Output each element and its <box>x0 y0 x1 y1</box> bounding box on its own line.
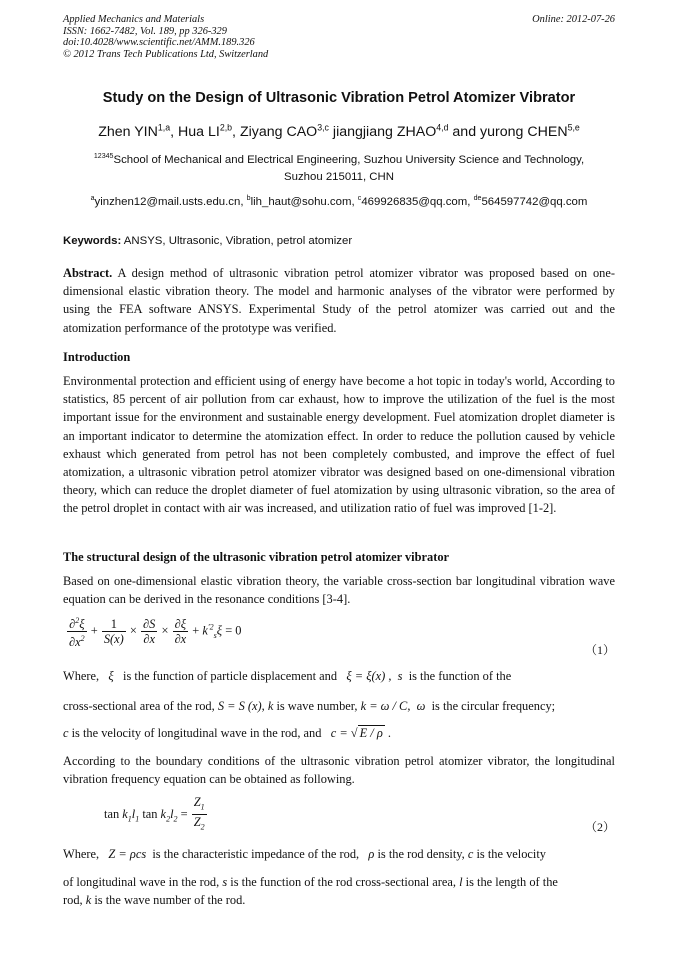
issn-line: ISSN: 1662-7482, Vol. 189, pp 326-329 <box>63 25 227 37</box>
author-name: yurong CHEN <box>480 124 568 140</box>
where-text: is the velocity of longitudinal wave in the rod, and <box>71 726 322 740</box>
section2-paragraph-1: Based on one-dimensional elastic vibration theory, the variable cross-section bar longitudinal vibration wave equation can be derived in the resonance conditions [3-4]. <box>63 574 615 607</box>
where-text: is the function of particle displacement and <box>123 669 338 683</box>
where-text: cross-sectional area of the rod, <box>63 699 215 713</box>
email-mark: de <box>473 195 482 203</box>
where-line-2: cross-sectional area of the rod, S = S (x), k is wave number, k = ω / C, ω is the circular frequency; <box>63 699 556 713</box>
email-mark: b <box>246 195 251 203</box>
paper-title: Study on the Design of Ultrasonic Vibration Petrol Atomizer Vibrator <box>102 90 576 106</box>
journal-header <box>63 14 268 60</box>
author-affil-mark: 2,b <box>219 122 233 133</box>
where-text: is the velocity <box>476 847 546 861</box>
keywords <box>63 235 352 247</box>
equation-1: $\frac{\partial^2\xi}{\partial x^2}$ + $\frac{1}{S(x)}$ × $\frac{\partial S}{\partial x}$ × $\frac{\partial\xi}{\partial x}$ + $k^{'2}_s\xi = 0$ <box>69 616 242 650</box>
email-mark: c <box>357 195 362 203</box>
affiliation-line-1: School of Mechanical and Electrical Engineering, Suzhou University Science and Technology, <box>113 154 585 166</box>
email-address: 564597742@qq.com <box>481 196 588 208</box>
where2-line-3: rod, k is the wave number of the rod. <box>63 893 246 907</box>
equation-1-number: （1） <box>584 643 615 657</box>
where-text: Where, <box>63 669 100 683</box>
section-heading-structural-design: The structural design of the ultrasonic vibration petrol atomizer vibrator <box>63 550 450 564</box>
section-heading-introduction: Introduction <box>63 350 131 364</box>
where-text: is the function of the rod cross-sectional area, <box>230 875 456 889</box>
where2-line-1: Where, Z = ρcs is the characteristic impedance of the rod, ρ is the rod density, c is the velocity <box>63 847 546 861</box>
where-text: rod, <box>63 893 83 907</box>
author-name: Hua LI <box>178 124 220 140</box>
email-address: yinzhen12@mail.usts.edu.cn, <box>94 196 244 208</box>
equation-2-number: （2） <box>584 820 615 834</box>
abstract-text: A design method of ultrasonic vibration petrol atomizer vibrator was proposed based on one-dimensional elastic vibration theory. The model and harmonic analyses of the vibrator were performed by using the FEA software ANSYS. Experimental Study of the petrol atomizer was carried out and the atomization performance of the prototype was verified. <box>63 266 615 335</box>
author-name: Ziyang CAO <box>239 124 318 140</box>
email-mark: a <box>90 195 95 203</box>
where-text: is the function of the <box>408 669 512 683</box>
affiliation-mark: 12345 <box>93 153 114 161</box>
where-text: is the characteristic impedance of the rod, <box>152 847 360 861</box>
author-affil-mark: 3,c <box>317 122 329 133</box>
where-text: is wave number, <box>276 699 358 713</box>
author-list: Zhen YIN$^{1,a}$, Hua LI$^{2,b}$, Ziyang CAO$^{3,c}$ jiangjiang ZHAO$^{4,d}$ and yurong CHEN$^{5,e}$ <box>98 122 580 140</box>
where-text: is the length of the <box>465 875 558 889</box>
author-conjunction: and <box>452 124 477 140</box>
affiliation-line-2: Suzhou 215011, CHN <box>284 171 394 183</box>
author-affil-mark: 4,d <box>436 122 449 133</box>
email-address: lih_haut@sohu.com, <box>250 196 355 208</box>
online-date: Online: 2012-07-26 <box>532 14 615 25</box>
doi-line: doi:10.4028/www.scientific.net/AMM.189.326 <box>63 37 255 49</box>
journal-name: Applied Mechanics and Materials <box>63 14 205 25</box>
where-line-1: Where, ξ is the function of particle displacement and ξ = ξ(x) , s is the function of the <box>63 669 512 683</box>
keywords-label: Keywords: <box>63 235 122 247</box>
email-list <box>0 196 678 208</box>
author-name: jiangjiang ZHAO <box>332 124 437 140</box>
abstract <box>63 264 615 337</box>
email-address: 469926835@qq.com, <box>361 196 471 208</box>
where-line-3: c is the velocity of longitudinal wave in the rod, and c = √ E / ρ . <box>63 726 391 740</box>
equation-2: $\tan k_1l_1$ $\tan k_2l_2$ = $\frac{Z_1}{Z_2}$ <box>104 795 205 832</box>
copyright-line: © 2012 Trans Tech Publications Ltd, Switzerland <box>63 48 269 60</box>
section2-paragraph-2: According to the boundary conditions of the ultrasonic vibration petrol atomizer vibrator, the longitudinal vibration frequency equation can be obtained as following. <box>63 754 615 787</box>
abstract-label: Abstract. <box>63 266 113 280</box>
where-text: Where, <box>63 847 100 861</box>
affiliation <box>63 152 615 186</box>
keywords-text: ANSYS, Ultrasonic, Vibration, petrol atomizer <box>123 235 353 247</box>
where2-line-2: of longitudinal wave in the rod, s is the function of the rod cross-sectional area, l is the length of the <box>63 875 558 889</box>
where-text: is the circular frequency; <box>431 699 556 713</box>
author-affil-mark: 1,a <box>157 122 171 133</box>
introduction-text: Environmental protection and efficient using of energy have become a hot topic in today's world, According to statistics, 85 percent of air pollution from car exhaust, how to improve the utilization of the fuel is the most important issue for the environment and sustainable energy development. Fuel atomization droplet diameter is an important indicator to determine the atomization effect. In order to reduce the pollution caused by vehicle exhaust which generated from petrol has not been completely combusted, and improve the effect of fuel atomization, a ultrasonic vibration petrol atomizer vibrator was designed based on one-dimensional vibration theory, which can reduce the droplet diameter of fuel atomization by using ultrasonic vibration, so the area of the petrol droplet in contact with air was increased, and utilization ratio of fuel was improved [1-2]. <box>63 374 615 516</box>
author-name: Zhen YIN <box>98 124 158 140</box>
where-text: is the wave number of the rod. <box>94 893 246 907</box>
author-affil-mark: 5,e <box>567 122 580 133</box>
where-text: is the rod density, <box>377 847 465 861</box>
where-text: of longitudinal wave in the rod, <box>63 875 220 889</box>
